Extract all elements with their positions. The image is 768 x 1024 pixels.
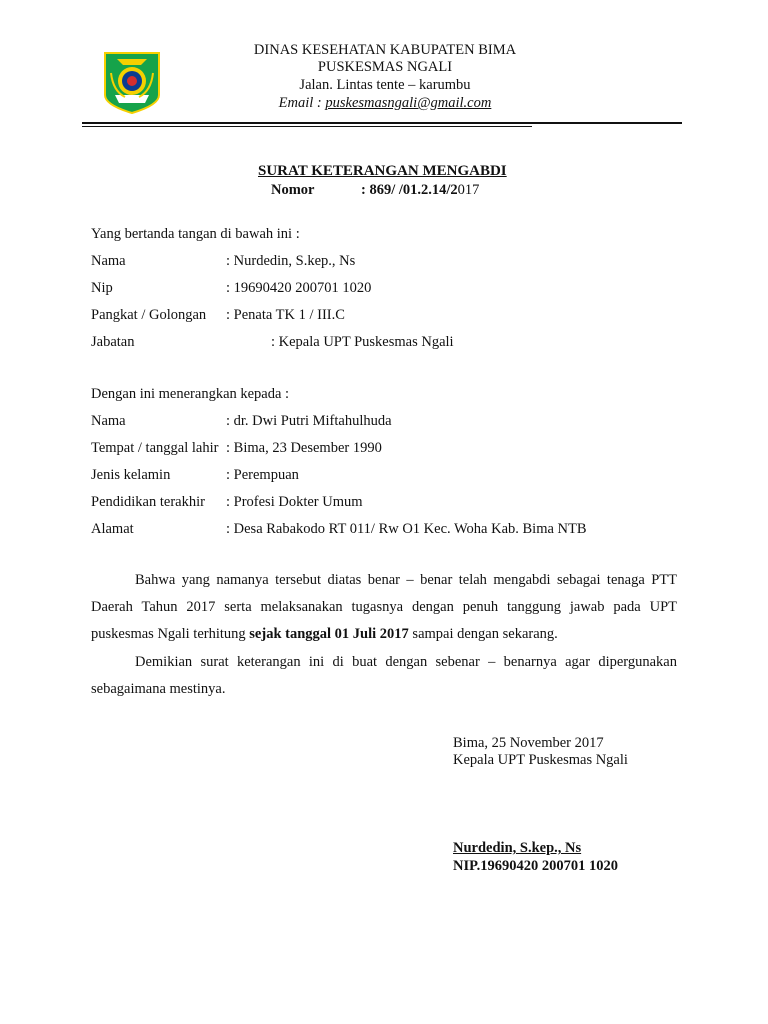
body-paragraph-2 bbox=[91, 649, 677, 703]
email-line bbox=[160, 95, 610, 112]
letter-title: SURAT KETERANGAN MENGABDI bbox=[258, 163, 507, 179]
signer-name-label: Nama bbox=[91, 253, 126, 269]
signer-position-value: : Kepala UPT Puskesmas Ngali bbox=[271, 334, 454, 350]
para1-text-end: sampai dengan sekarang. bbox=[408, 626, 558, 642]
signer-rank-label: Pangkat / Golongan bbox=[91, 307, 207, 323]
email-label: Email : bbox=[278, 95, 326, 111]
signature-name: Nurdedin, S.kep., Ns bbox=[453, 840, 582, 856]
puskesmas-logo bbox=[103, 51, 161, 115]
subject-education-label: Pendidikan terakhir bbox=[91, 494, 205, 510]
signer-rank-value: : Penata TK 1 / III.C bbox=[226, 307, 345, 323]
subject-address-value: : Desa Rabakodo RT 011/ Rw O1 Kec. Woha Kab. Bima NTB bbox=[226, 521, 587, 537]
signer-name-value: : Nurdedin, S.kep., Ns bbox=[226, 253, 356, 269]
signer-position-label: Jabatan bbox=[91, 334, 135, 350]
subject-birth-value: : Bima, 23 Desember 1990 bbox=[226, 440, 382, 456]
signature-place-date: Bima, 25 November 2017 bbox=[453, 735, 604, 751]
nomor-label: Nomor bbox=[271, 182, 315, 198]
signer-nip-value: : 19690420 200701 1020 bbox=[226, 280, 372, 296]
subject-gender-label: Jenis kelamin bbox=[91, 467, 171, 483]
address-line: Jalan. Lintas tente – karumbu bbox=[299, 77, 471, 93]
para2-text: Demikian surat keterangan ini di buat dengan sebenar – benarnya agar dipergunakan sebagaimana mestinya. bbox=[91, 654, 677, 697]
agency-name: DINAS KESEHATAN KABUPATEN BIMA bbox=[253, 42, 517, 58]
letterhead-rule-thick bbox=[82, 122, 682, 124]
letterhead-rule-thin bbox=[82, 126, 532, 127]
unit-name: PUSKESMAS NGALI bbox=[317, 59, 453, 75]
signer-nip-label: Nip bbox=[91, 280, 113, 296]
subject-birth-label: Tempat / tanggal lahir bbox=[91, 440, 219, 456]
signature-nip: NIP.19690420 200701 1020 bbox=[453, 858, 619, 874]
nomor-value bbox=[361, 182, 479, 199]
nomor-prefix: : 869/ /01.2.14/2 bbox=[361, 182, 458, 198]
email-link[interactable]: puskesmasngali@gmail.com bbox=[325, 95, 492, 111]
subject-gender-value: : Perempuan bbox=[226, 467, 299, 483]
subject-intro: Dengan ini menerangkan kepada : bbox=[91, 386, 290, 402]
para1-bold-date: sejak tanggal 01 Juli 2017 bbox=[249, 626, 409, 642]
subject-education-value: : Profesi Dokter Umum bbox=[226, 494, 363, 510]
subject-name-value: : dr. Dwi Putri Miftahulhuda bbox=[226, 413, 392, 429]
subject-address-label: Alamat bbox=[91, 521, 134, 537]
para1-text-start: Bahwa yang namanya tersebut diatas benar – benar telah mengabdi sebagai tenaga PTT Daerah Tahun 2017 serta melaksanakan tugasnya dengan penuh tanggung jawab pada UPT puskesmas Ngali terhitung bbox=[91, 572, 677, 642]
subject-name-label: Nama bbox=[91, 413, 126, 429]
signature-position: Kepala UPT Puskesmas Ngali bbox=[453, 752, 628, 768]
body-paragraph-1 bbox=[91, 567, 677, 648]
nomor-suffix: 017 bbox=[457, 182, 480, 198]
signer-intro: Yang bertanda tangan di bawah ini : bbox=[91, 226, 300, 242]
